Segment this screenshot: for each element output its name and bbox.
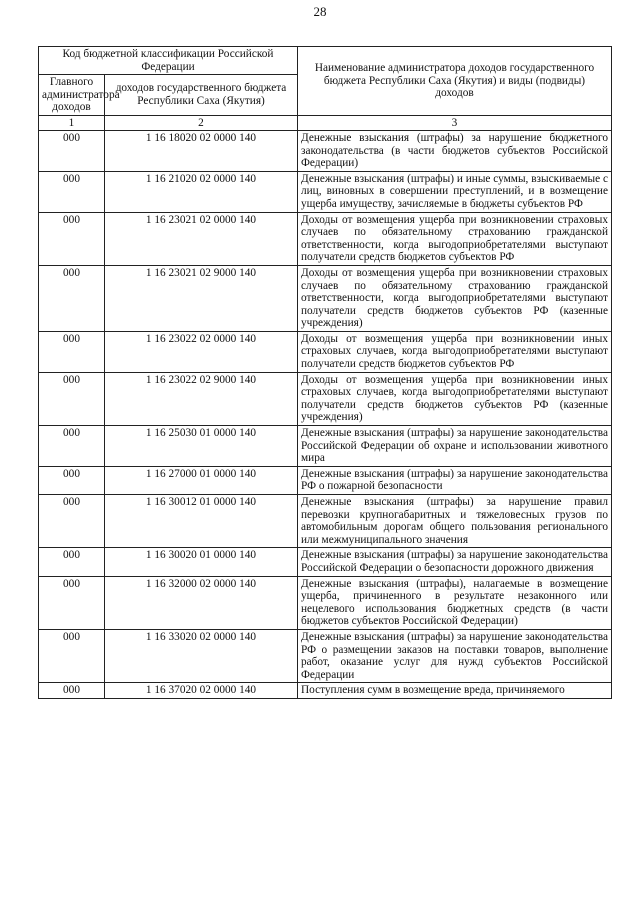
revenue-code-cell: 1 16 25030 01 0000 140 [105,426,298,467]
revenue-name-cell: Денежные взыскания (штрафы) за нарушение законодательства РФ о размещении заказов на поставки товаров, выполнение работ, оказание услуг для нужд субъектов Российской Федерации [298,629,612,682]
table-row [39,372,612,425]
budget-classification-table [38,46,612,699]
table-row [39,331,612,372]
column-number-2: 2 [105,115,298,130]
header-group-label: Код бюджетной классификации Российской Федерации [39,47,298,75]
admin-code-cell: 000 [39,372,105,425]
column-number-1: 1 [39,115,105,130]
revenue-name-cell: Денежные взыскания (штрафы), налагаемые в возмещение ущерба, причиненного в результате незаконного или нецелевого использования бюджетных средств (в части бюджетов субъектов Российской Федерации) [298,576,612,629]
table-row [39,495,612,548]
revenue-code-cell: 1 16 23021 02 9000 140 [105,265,298,331]
admin-code-cell: 000 [39,466,105,494]
admin-code-cell: 000 [39,426,105,467]
revenue-name-cell: Денежные взыскания (штрафы) и иные суммы, взыскиваемые с лиц, виновных в совершении преступлений, и в возмещение ущерба имуществу, зачисляемые в бюджеты субъектов РФ [298,171,612,212]
table-row [39,466,612,494]
revenue-code-cell: 1 16 18020 02 0000 140 [105,130,298,171]
admin-code-cell: 000 [39,548,105,576]
header-admin-name: Наименование администратора доходов государственного бюджета Республики Саха (Якутия) и виды (подвиды) доходов [298,47,612,116]
table-row [39,171,612,212]
admin-code-cell: 000 [39,331,105,372]
table-row [39,426,612,467]
header-revenue-code: доходов государственного бюджета Республики Саха (Якутия) [105,75,298,116]
column-number-row [39,115,612,130]
admin-code-cell: 000 [39,265,105,331]
admin-code-cell: 000 [39,212,105,265]
revenue-code-cell: 1 16 30012 01 0000 140 [105,495,298,548]
column-number-3: 3 [298,115,612,130]
revenue-code-cell: 1 16 23022 02 0000 140 [105,331,298,372]
revenue-code-cell: 1 16 32000 02 0000 140 [105,576,298,629]
revenue-code-cell: 1 16 37020 02 0000 140 [105,683,298,699]
admin-code-cell: 000 [39,576,105,629]
revenue-name-cell: Денежные взыскания (штрафы) за нарушение законодательства Российской Федерации об охране и использовании животного мира [298,426,612,467]
table-row [39,212,612,265]
revenue-code-cell: 1 16 33020 02 0000 140 [105,629,298,682]
revenue-name-cell: Поступления сумм в возмещение вреда, причиняемого [298,683,612,699]
admin-code-cell: 000 [39,495,105,548]
table-row [39,576,612,629]
revenue-name-cell: Денежные взыскания (штрафы) за нарушение бюджетного законодательства (в части бюджетов субъектов Российской Федерации) [298,130,612,171]
revenue-name-cell: Денежные взыскания (штрафы) за нарушение законодательства РФ о пожарной безопасности [298,466,612,494]
table-row [39,683,612,699]
page-number: 28 [313,4,327,19]
table-row [39,130,612,171]
admin-code-cell: 000 [39,171,105,212]
table-row [39,265,612,331]
revenue-code-cell: 1 16 30020 01 0000 140 [105,548,298,576]
table-row [39,629,612,682]
header-admin-code: Главного администратора доходов [39,75,105,116]
revenue-name-cell: Денежные взыскания (штрафы) за нарушение правил перевозки крупногабаритных и тяжеловесных грузов по автомобильным дорогам общего пользования регионального или межмуниципального значения [298,495,612,548]
admin-code-cell: 000 [39,130,105,171]
revenue-name-cell: Доходы от возмещения ущерба при возникновении страховых случаев по обязательному страхованию гражданской ответственности, когда выгодоприобретателями выступают получатели средств бюджетов субъектов РФ (казенные учреждения) [298,265,612,331]
revenue-code-cell: 1 16 23021 02 0000 140 [105,212,298,265]
revenue-name-cell: Доходы от возмещения ущерба при возникновении иных страховых случаев, когда выгодоприобретателями выступают получатели средств бюджетов субъектов РФ [298,331,612,372]
header-row-group [39,47,612,75]
revenue-name-cell: Доходы от возмещения ущерба при возникновении иных страховых случаев, когда выгодоприобретателями выступают получатели средств бюджетов субъектов РФ (казенные учреждения) [298,372,612,425]
admin-code-cell: 000 [39,629,105,682]
table-row [39,548,612,576]
revenue-code-cell: 1 16 21020 02 0000 140 [105,171,298,212]
revenue-code-cell: 1 16 27000 01 0000 140 [105,466,298,494]
table-body [39,47,612,699]
revenue-name-cell: Доходы от возмещения ущерба при возникновении страховых случаев по обязательному страхованию гражданской ответственности, когда выгодоприобретателями выступают получатели средств бюджетов субъектов РФ [298,212,612,265]
admin-code-cell: 000 [39,683,105,699]
revenue-code-cell: 1 16 23022 02 9000 140 [105,372,298,425]
revenue-name-cell: Денежные взыскания (штрафы) за нарушение законодательства Российской Федерации о безопасности дорожного движения [298,548,612,576]
